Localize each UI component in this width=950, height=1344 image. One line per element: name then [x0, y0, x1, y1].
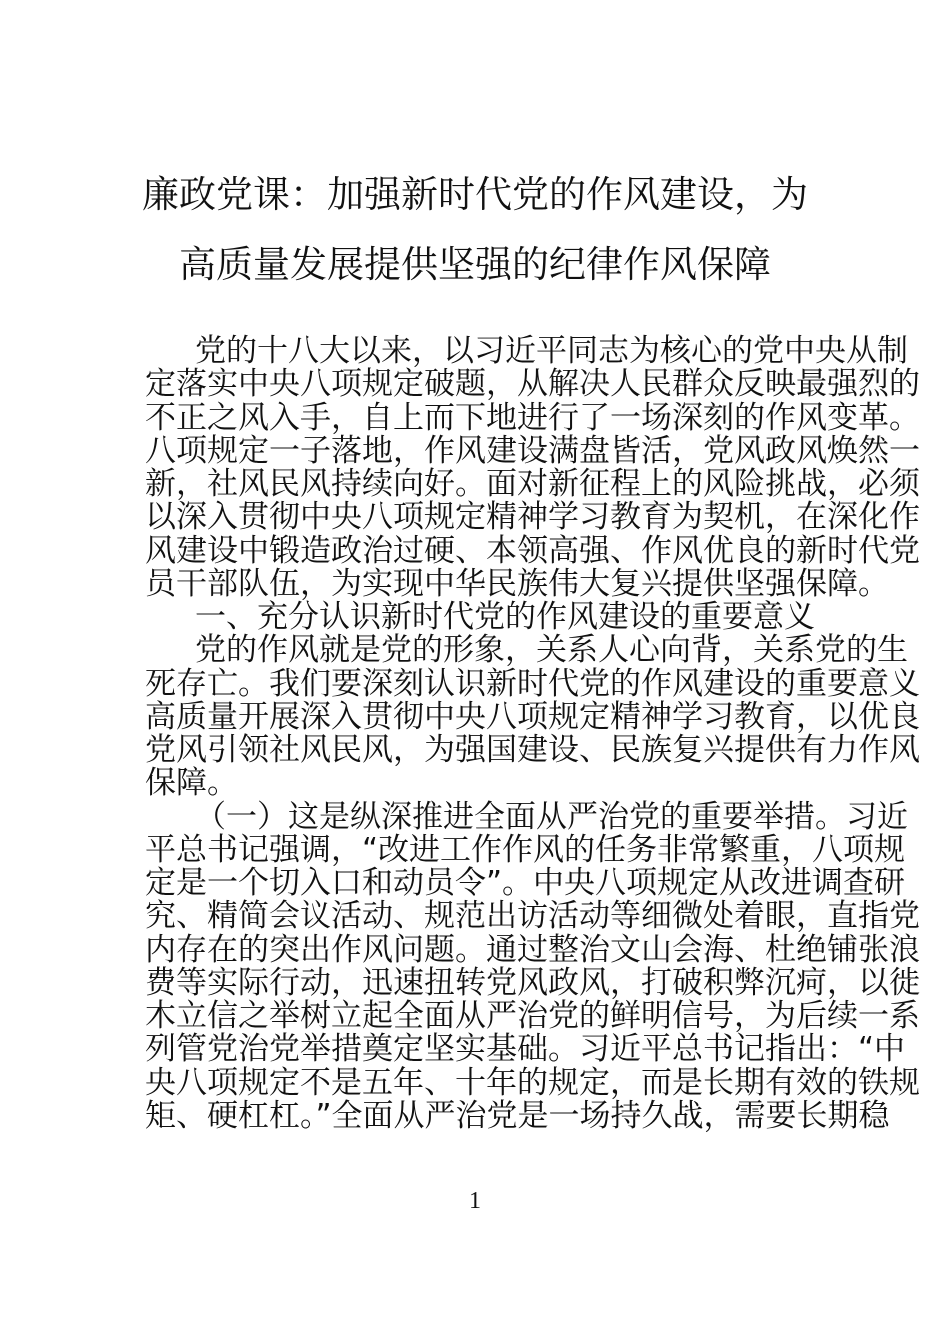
page-number: 1 [469, 1188, 481, 1214]
text-line: （一）这是纵深推进全面从严治党的重要举措。习近 [195, 798, 908, 835]
text-line: 究、精简会议活动、规范出访活动等细微处着眼，直指党 [145, 898, 920, 935]
text-line: 风建设中锻造政治过硬、本领高强、作风优良的新时代党 [145, 532, 920, 569]
document-title-line-2: 高质量发展提供坚强的纪律作风保障 [179, 243, 771, 286]
section-heading [145, 599, 815, 635]
document-title-line-1: 廉政党课：加强新时代党的作风建设，为 [142, 173, 808, 216]
text-line: 死存亡。我们要深刻认识新时代党的作风建设的重要意义 [145, 665, 920, 702]
document-body [145, 333, 920, 1134]
text-line: 定是一个切入口和动员令”。中央八项规定从改进调查研 [145, 865, 906, 901]
text-line: 列管党治党举措奠定坚实基础。习近平总书记指出：“中 [145, 1031, 906, 1068]
text-line: 员干部队伍，为实现中华民族伟大复兴提供坚强保障。 [145, 565, 889, 602]
text-line: 定落实中央八项规定破题，从解决人民群众反映最强烈的 [145, 366, 920, 403]
text-line: 费等实际行动，迅速扭转党风政风，打破积弊沉疴，以徙 [145, 964, 920, 1001]
text-line: 不正之风入手，自上而下地进行了一场深刻的作风变革。 [145, 399, 920, 436]
paragraph-subsection-1 [145, 798, 920, 1134]
text-line: 木立信之举树立起全面从严治党的鲜明信号，为后续一系 [145, 998, 920, 1034]
text-line: 矩、硬杠杠。”全面从严治党是一场持久战，需要长期稳 [145, 1097, 890, 1134]
text-line: 党的十八大以来，以习近平同志为核心的党中央从制 [195, 333, 908, 369]
paragraph-significance [145, 632, 920, 802]
paragraph-intro [145, 333, 920, 602]
text-line: 党的作风就是党的形象，关系人心向背，关系党的生 [195, 632, 908, 669]
text-line: 一、充分认识新时代党的作风建设的重要意义 [195, 599, 815, 635]
text-line: 内存在的突出作风问题。通过整治文山会海、杜绝铺张浪 [145, 931, 920, 968]
text-line: 党风引领社风民风，为强国建设、民族复兴提供有力作风 [145, 732, 920, 768]
text-line: 平总书记强调，“改进工作作风的任务非常繁重，八项规 [145, 831, 906, 868]
text-line: 以深入贯彻中央八项规定精神学习教育为契机，在深化作 [145, 499, 920, 536]
text-line: 央八项规定不是五年、十年的规定，而是长期有效的铁规 [145, 1064, 920, 1101]
text-line: 保障。 [145, 765, 238, 802]
text-line: 八项规定一子落地，作风建设满盘皆活，党风政风焕然一 [145, 432, 920, 469]
text-line: 高质量开展深入贯彻中央八项规定精神学习教育，以优良 [145, 698, 920, 735]
text-line: 新，社风民风持续向好。面对新征程上的风险挑战，必须 [145, 466, 920, 502]
